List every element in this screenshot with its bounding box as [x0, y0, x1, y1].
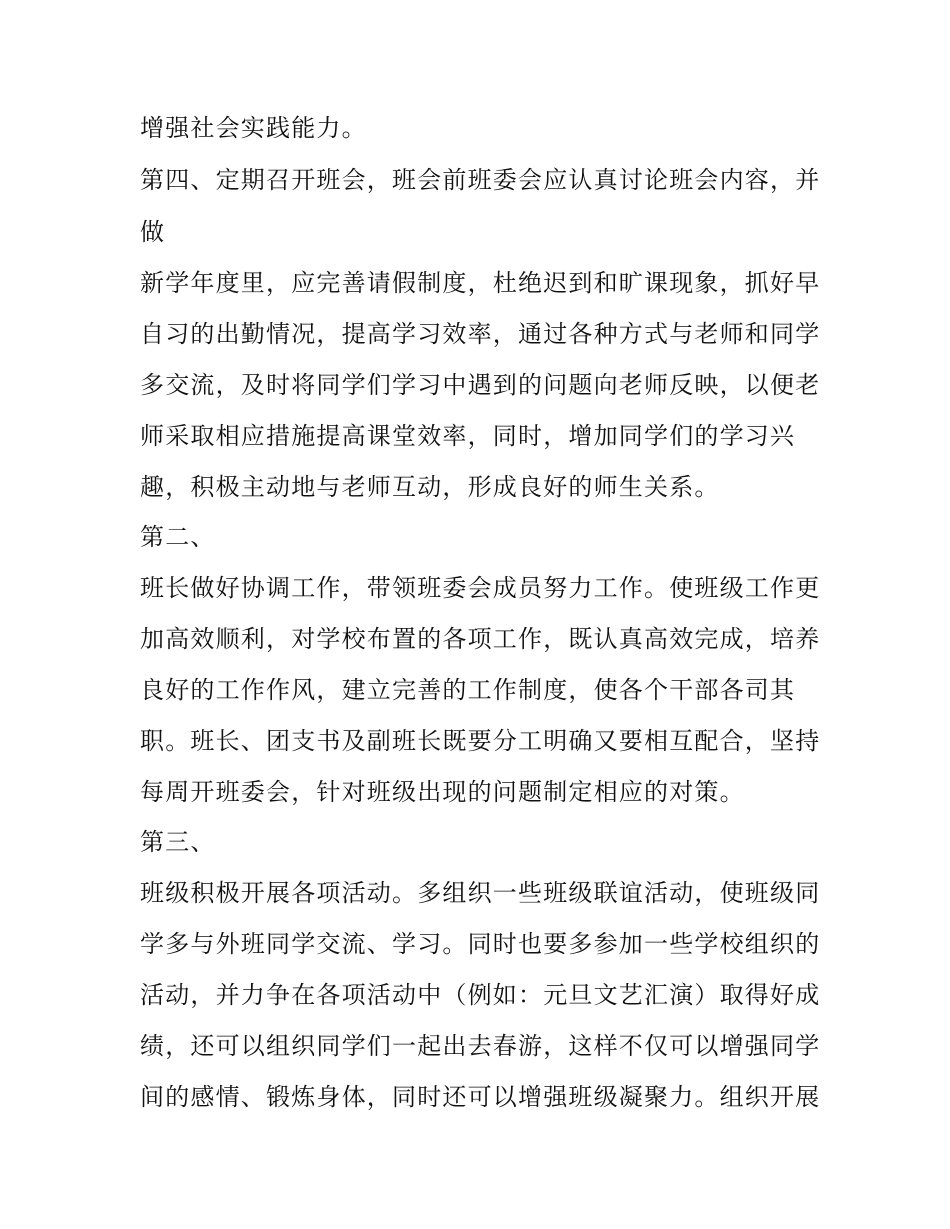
text-line: 绩，还可以组织同学们一起出去春游，这样不仅可以增强同学 — [140, 1032, 821, 1060]
text-line: 班长做好协调工作，带领班委会成员努力工作。使班级工作更 — [140, 574, 821, 602]
text-line: 增强社会实践能力。 — [140, 114, 367, 142]
text-line: 做 — [140, 218, 166, 246]
text-line: 学多与外班同学交流、学习。同时也要多参加一些学校组织的 — [140, 930, 821, 958]
section-heading: 第二、 — [140, 523, 216, 551]
text-line: 自习的出勤情况，提高学习效率，通过各种方式与老师和同学 — [140, 320, 821, 348]
text-line: 活动，并力争在各项活动中（例如：元旦文艺汇演）取得好成 — [140, 981, 821, 1009]
text-line: 加高效顺利，对学校布置的各项工作，既认真高效完成，培养 — [140, 625, 821, 653]
text-line: 新学年度里，应完善请假制度，杜绝迟到和旷课现象，抓好早 — [140, 269, 821, 297]
text-line: 良好的工作作风，建立完善的工作制度，使各个干部各司其 — [140, 676, 796, 704]
text-line: 班级积极开展各项活动。多组织一些班级联谊活动，使班级同 — [140, 879, 821, 907]
text-line: 间的感情、锻炼身体，同时还可以增强班级凝聚力。组织开展 — [140, 1083, 821, 1111]
section-heading: 第三、 — [140, 828, 216, 856]
text-line: 师采取相应措施提高课堂效率，同时，增加同学们的学习兴 — [140, 422, 796, 450]
text-line: 多交流，及时将同学们学习中遇到的问题向老师反映，以便老 — [140, 371, 821, 399]
text-line: 每周开班委会，针对班级出现的问题制定相应的对策。 — [140, 778, 745, 806]
text-line: 第四、定期召开班会，班会前班委会应认真讨论班会内容，并 — [140, 166, 821, 194]
text-line: 职。班长、团支书及副班长既要分工明确又要相互配合，坚持 — [140, 727, 821, 755]
text-line: 趣，积极主动地与老师互动，形成良好的师生关系。 — [140, 473, 720, 501]
